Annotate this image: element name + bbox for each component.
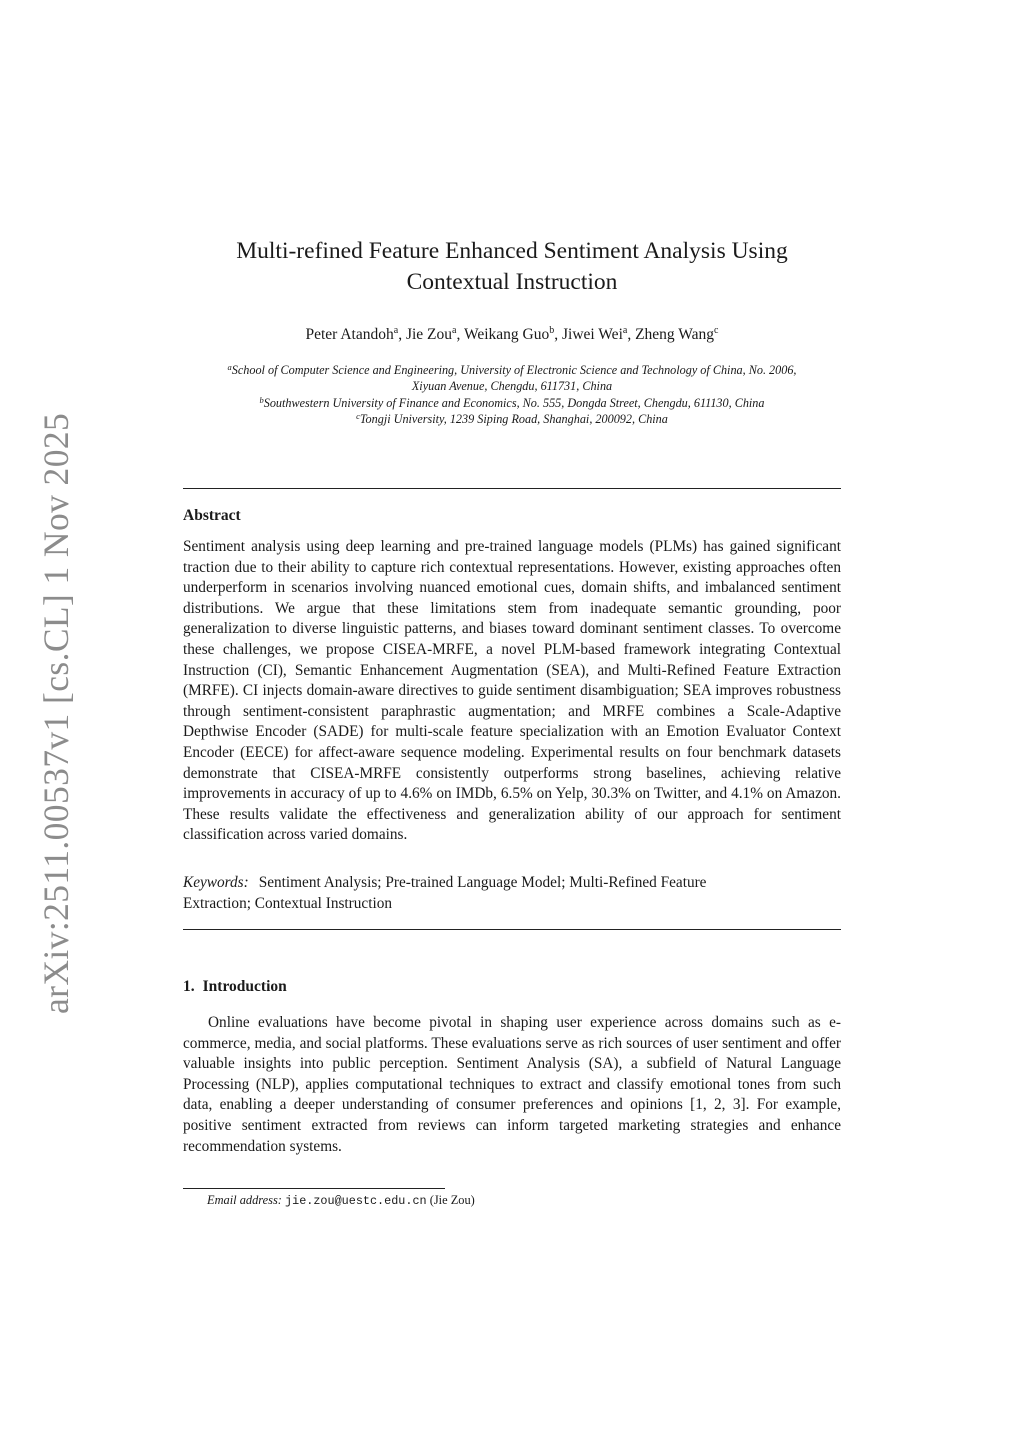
arxiv-identifier-stamp: arXiv:2511.00537v1 [cs.CL] 1 Nov 2025 — [36, 412, 76, 1014]
author: Weikang Guo$^b$ — [463, 325, 555, 343]
author: Zheng Wang$^c$ — [635, 325, 719, 343]
paper-title — [183, 236, 841, 298]
affiliation-a-continued: Xiyuan Avenue, Chengdu, 611731, China — [411, 379, 613, 394]
abstract-top-rule — [183, 488, 841, 489]
affiliations — [183, 362, 841, 428]
author: Peter Atandoh$^a$ — [305, 325, 399, 343]
introduction-paragraph: Online evaluations have become pivotal in shaping user experience across domains such as e-commerce, media, and social platforms. These evaluations serve as rich sources of user sentiment and offer valuable insights into public perception. Sentiment Analysis (SA), a subfield of Natural Language Processing (NLP), applies computational techniques to extract and classify emotional tones from such data, enabling a deeper understanding of consumer preferences and opinions [1, 2, 3]. For example, positive sentiment extracted from reviews can inform targeted marketing strategies and enhance recommendation systems. — [183, 1014, 841, 1155]
affiliation-a: $^a$School of Computer Science and Engineering, University of Electronic Science and Technology of China, No. 2006, — [227, 362, 797, 377]
keywords-label: Keywords: — [183, 874, 249, 891]
abstract-bottom-rule — [183, 929, 841, 930]
abstract-heading: Abstract — [183, 507, 241, 524]
abstract-body: Sentiment analysis using deep learning and pre-trained language models (PLMs) has gained significant traction due to their ability to capture rich contextual representations. However, existing approaches often underperform in scenarios involving nuanced emotional cues, domain shifts, and imbalanced sentiment distributions. We argue that these limitations stem from inadequate semantic grounding, poor generalization to diverse linguistic patterns, and biases toward dominant sentiment classes. To overcome these challenges, we propose CISEA-MRFE, a novel PLM-based framework integrating Contextual Instruction (CI), Semantic Enhancement Augmentation (SEA), and Multi-Refined Feature Extraction (MRFE). CI injects domain-aware directives to guide sentiment disambiguation; SEA improves robustness through sentiment-consistent paraphrastic augmentation; and MRFE combines a Scale-Adaptive Depthwise Encoder (SADE) for multi-scale feature specialization with an Emotion Evaluator Context Encoder (EECE) for affect-aware sequence modeling. Experimental results on four benchmark datasets demonstrate that CISEA-MRFE consistently outperforms strong baselines, achieving relative improvements in accuracy of up to 4.6% on IMDb, 6.5% on Yelp, 30.3% on Twitter, and 4.1% on Amazon. These results validate the effectiveness and generalization ability of our approach for sentiment classification across varied domains. — [183, 538, 841, 844]
footnote-label: Email address: — [207, 1193, 282, 1207]
affiliation-b: $^b$Southwestern University of Finance and Economics, No. 555, Dongda Street, Chengdu, 611130, China — [259, 394, 765, 410]
footnote-email-link[interactable]: jie.zou@uestc.edu.cn — [285, 1194, 427, 1208]
footnote — [207, 1192, 475, 1210]
section-heading-introduction — [183, 977, 287, 997]
keywords-line-2: Extraction; Contextual Instruction — [183, 894, 393, 912]
author: Jie Zou$^a$ — [405, 325, 457, 343]
keywords-line-1: Sentiment Analysis; Pre-trained Language Model; Multi-Refined Feature — [258, 874, 707, 891]
section-number: 1. — [183, 978, 195, 995]
section-title: Introduction — [202, 978, 287, 995]
title-line-1: Multi-refined Feature Enhanced Sentiment Analysis Using — [236, 238, 788, 264]
affiliation-c: $^c$Tongji University, 1239 Siping Road, Shanghai, 200092, China — [356, 411, 668, 427]
keywords — [183, 873, 793, 914]
title-line-2: Contextual Instruction — [406, 269, 618, 295]
footnote-author-name: (Jie Zou) — [429, 1193, 475, 1207]
footnote-rule — [183, 1188, 445, 1189]
author-list: Peter Atandoh$^a$, Jie Zou$^a$, Weikang Guo$^b$, Jiwei Wei$^a$, Zheng Wang$^c$ — [305, 325, 719, 343]
author: Jiwei Wei$^a$ — [561, 325, 628, 343]
